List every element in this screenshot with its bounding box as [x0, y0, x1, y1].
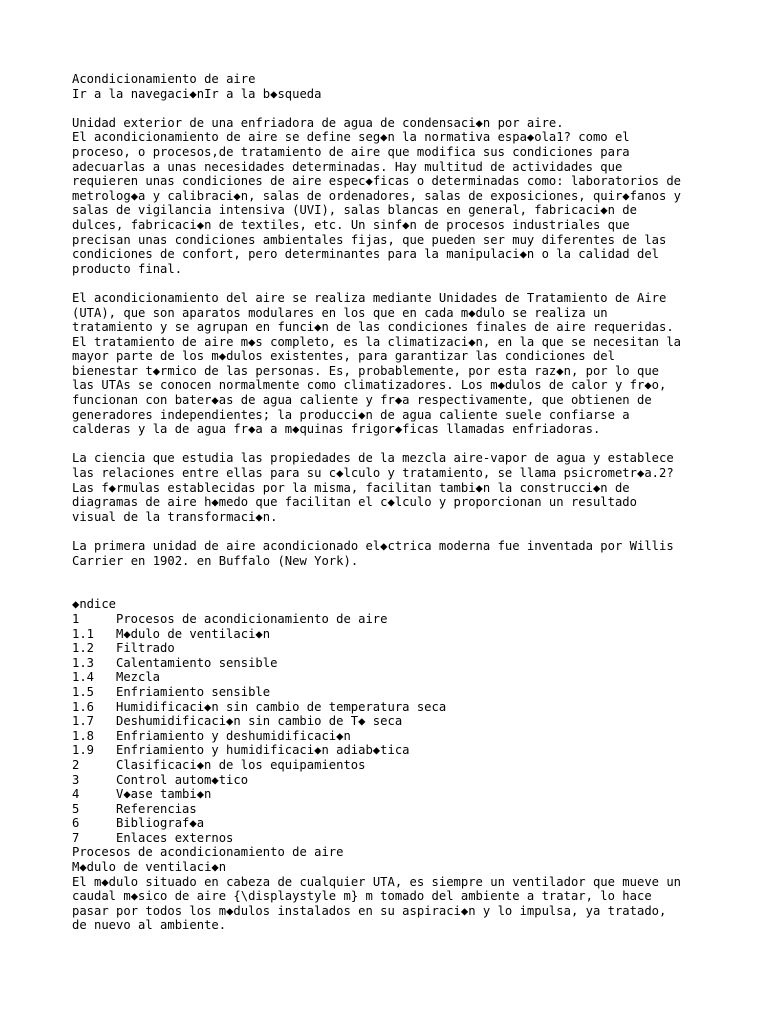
text-line: La ciencia que estudia las propiedades de la mezcla aire-vapor de agua y establece — [72, 451, 674, 466]
section-subheading: M◆dulo de ventilaci◆n — [72, 860, 227, 875]
text-line: mayor parte de los m◆dulos existentes, para garantizar las condiciones del — [72, 349, 615, 364]
toc-number: 1.3 — [72, 655, 95, 670]
text-line: proceso, o procesos,de tratamiento de aire que modifica sus condiciones para — [72, 144, 630, 159]
text-line: El tratamiento de aire m◆s completo, es la climatizaci◆n, en la que se necesitan la — [72, 334, 682, 349]
text-line: funcionan con bater◆as de agua caliente y fr◆a respectivamente, que obtienen de — [72, 393, 652, 408]
spacer — [72, 101, 702, 116]
toc-heading: ◆ndice — [72, 597, 117, 612]
toc-number: 7 — [72, 830, 80, 845]
text-line: (UTA), que son aparatos modulares en los que en cada m◆dulo se realiza un — [72, 305, 608, 320]
toc-item[interactable] — [72, 612, 702, 627]
table-of-contents — [72, 597, 702, 845]
toc-item[interactable] — [72, 670, 702, 685]
text-line: bienestar t◆rmico de las personas. Es, probablemente, por esta raz◆n, por lo que — [72, 363, 659, 378]
document-page — [72, 72, 702, 933]
toc-number: 2 — [72, 757, 80, 772]
toc-label[interactable]: Enfriamiento y humidificaci◆n adiab◆tica — [116, 743, 410, 758]
paragraph-4 — [72, 539, 702, 568]
text-line: salas de vigilancia intensiva (UVI), salas blancas en general, fabricaci◆n de — [72, 203, 637, 218]
spacer — [72, 524, 702, 539]
toc-item[interactable] — [72, 714, 702, 729]
toc-item[interactable] — [72, 627, 702, 642]
toc-number: 1.6 — [72, 699, 95, 714]
toc-label[interactable]: Enfriamiento y deshumidificaci◆n — [116, 728, 351, 743]
toc-label[interactable]: Filtrado — [116, 641, 175, 656]
text-line: visual de la transformaci◆n. — [72, 509, 278, 524]
paragraph-1 — [72, 116, 702, 277]
toc-item[interactable] — [72, 685, 702, 700]
text-line: caudal m◆sico de aire {\displaystyle m} m tomado del ambiente a tratar, lo hace — [72, 889, 652, 904]
spacer — [72, 437, 702, 452]
text-line: condiciones de confort, pero determinantes para la manipulaci◆n o la calidad del — [72, 247, 659, 262]
spacer — [72, 583, 702, 598]
text-line: La primera unidad de aire acondicionado el◆ctrica moderna fue inventada por Willis — [72, 539, 674, 553]
toc-number: 3 — [72, 772, 80, 787]
text-line: las relaciones entre ellas para su c◆lculo y tratamiento, se llama psicrometr◆a.2? — [72, 466, 674, 481]
toc-item[interactable] — [72, 816, 702, 831]
text-line: generadores independientes; la producci◆n de agua caliente suele confiarse a — [72, 407, 630, 422]
toc-number: 6 — [72, 816, 80, 831]
toc-label[interactable]: V◆ase tambi◆n — [116, 787, 212, 802]
toc-item[interactable] — [72, 787, 702, 802]
paragraph-3 — [72, 451, 702, 524]
text-line: pasar por todos los m◆dulos instalados en su aspiraci◆n y lo impulsa, ya tratado, — [72, 903, 667, 918]
toc-label[interactable]: Deshumidificaci◆n sin cambio de T◆ seca — [116, 714, 403, 729]
text-line: Las f◆rmulas establecidas por la misma, facilitan tambi◆n la construcci◆n de — [72, 480, 630, 495]
section-heading: Procesos de acondicionamiento de aire — [72, 845, 344, 860]
text-line: tratamiento y se agrupan en funci◆n de las condiciones finales de aire requeridas. — [72, 320, 674, 335]
toc-number: 5 — [72, 801, 80, 816]
text-line: requieren unas condiciones de aire espec◆ficas o determinadas como: laboratorios de — [72, 174, 682, 189]
toc-label[interactable]: Humidificaci◆n sin cambio de temperatura seca — [116, 699, 447, 714]
toc-label[interactable]: Calentamiento sensible — [116, 655, 278, 670]
toc-item[interactable] — [72, 729, 702, 744]
spacer — [72, 276, 702, 291]
text-line: Carrier en 1902. en Buffalo (New York). — [72, 553, 359, 568]
skip-links[interactable]: Ir a la navegaci◆nIr a la b◆squeda — [72, 86, 322, 101]
toc-item[interactable] — [72, 831, 702, 846]
toc-label[interactable]: M◆dulo de ventilaci◆n — [116, 626, 271, 641]
page-title: Acondicionamiento de aire — [72, 72, 256, 86]
toc-item[interactable] — [72, 802, 702, 817]
toc-label[interactable]: Mezcla — [116, 670, 161, 685]
spacer — [72, 568, 702, 583]
toc-number: 1.4 — [72, 670, 95, 685]
toc-label[interactable]: Procesos de acondicionamiento de aire — [116, 611, 388, 626]
toc-number: 1.5 — [72, 684, 95, 699]
text-line: diagramas de aire h◆medo que facilitan el c◆lculo y proporcionan un resultado — [72, 495, 637, 510]
toc-number: 1.1 — [72, 626, 95, 641]
toc-item[interactable] — [72, 758, 702, 773]
toc-number: 4 — [72, 787, 80, 802]
toc-number: 1.9 — [72, 743, 95, 758]
toc-number: 1.7 — [72, 714, 95, 729]
text-line: las UTAs se conocen normalmente como climatizadores. Los m◆dulos de calor y fr◆o, — [72, 378, 667, 393]
text-line: calderas y la de agua fr◆a a m◆quinas frigor◆ficas llamadas enfriadoras. — [72, 422, 601, 437]
toc-number: 1 — [72, 611, 80, 626]
toc-number: 1.2 — [72, 641, 95, 656]
toc-label[interactable]: Bibliograf◆a — [116, 816, 205, 831]
text-line: El m◆dulo situado en cabeza de cualquier UTA, es siempre un ventilador que mueve un — [72, 874, 682, 889]
text-line: El acondicionamiento de aire se define seg◆n la normativa espa◆ola1? como el — [72, 130, 630, 145]
text-line: dulces, fabricaci◆n de textiles, etc. Un sinf◆n de procesos industriales que — [72, 217, 630, 232]
toc-label[interactable]: Enfriamiento sensible — [116, 684, 271, 699]
paragraph-2 — [72, 291, 702, 437]
toc-label[interactable]: Control autom◆tico — [116, 772, 249, 787]
text-line: de nuevo al ambiente. — [72, 918, 227, 933]
text-line: El acondicionamiento del aire se realiza mediante Unidades de Tratamiento de Aire — [72, 290, 667, 305]
toc-item[interactable] — [72, 656, 702, 671]
toc-label[interactable]: Clasificaci◆n de los equipamientos — [116, 757, 366, 772]
text-line: adecuarlas a unas necesidades determinadas. Hay multitud de actividades que — [72, 159, 623, 174]
text-line: producto final. — [72, 261, 183, 276]
toc-item[interactable] — [72, 700, 702, 715]
text-line: precisan unas condiciones ambientales fijas, que pueden ser muy diferentes de las — [72, 232, 667, 247]
toc-item[interactable] — [72, 773, 702, 788]
toc-label[interactable]: Referencias — [116, 801, 197, 816]
toc-label[interactable]: Enlaces externos — [116, 830, 234, 845]
toc-item[interactable] — [72, 743, 702, 758]
toc-number: 1.8 — [72, 728, 95, 743]
text-line: Unidad exterior de una enfriadora de agua de condensaci◆n por aire. — [72, 115, 564, 130]
toc-item[interactable] — [72, 641, 702, 656]
text-line: metrolog◆a y calibraci◆n, salas de ordenadores, salas de exposiciones, quir◆fanos y — [72, 188, 682, 203]
section-procesos — [72, 845, 702, 933]
